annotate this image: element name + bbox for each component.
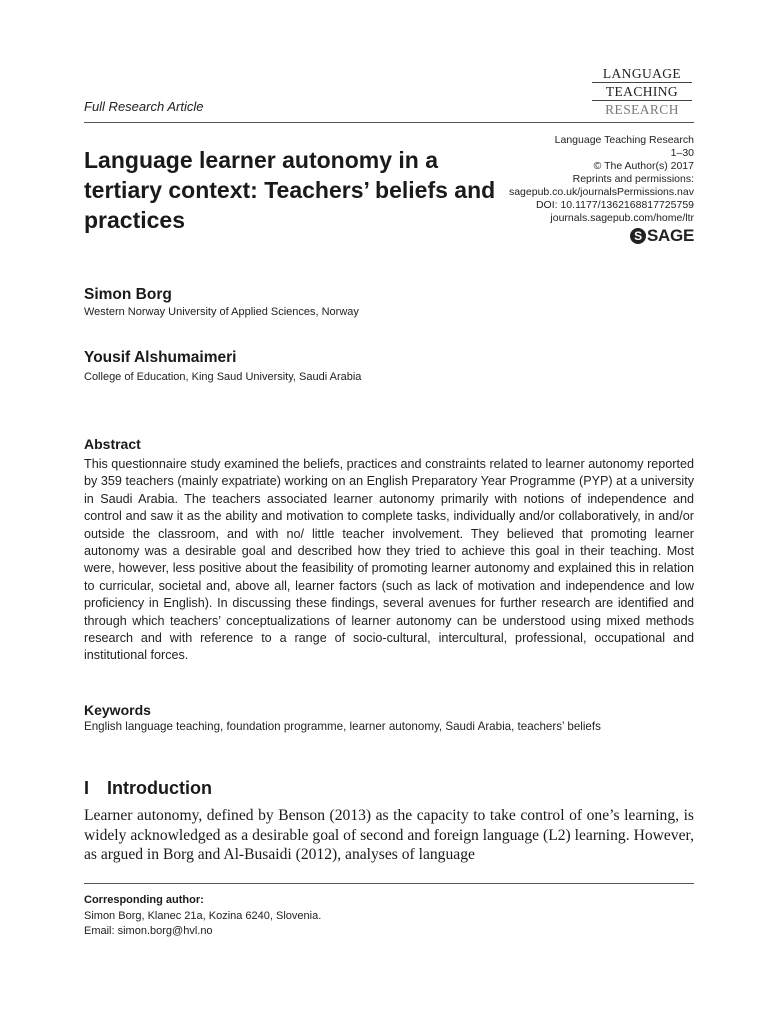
corresponding-email[interactable]: Email: simon.borg@hvl.no — [84, 925, 213, 937]
meta-journal: Language Teaching Research — [554, 134, 694, 146]
meta-pages: 1–30 — [670, 147, 694, 159]
logo-divider — [592, 82, 692, 83]
journal-logo-line2: TEACHING — [605, 84, 679, 99]
journal-logo — [592, 66, 692, 117]
publisher-logo-text: SAGE — [647, 226, 694, 245]
publisher-logo — [630, 226, 694, 246]
corresponding-address: Simon Borg, Klanec 21a, Kozina 6240, Slovenia. — [84, 910, 322, 922]
journal-logo-line3: RESEARCH — [605, 102, 679, 117]
introduction-text: Learner autonomy, defined by Benson (2013) as the capacity to take control of one’s learning, is widely acknowledged as a desirable goal of second and foreign language (L2) learning. However, as argued in Borg and Al-Busaidi (2012), analyses of language — [84, 807, 694, 863]
section-title: Introduction — [107, 778, 212, 798]
author-affiliation: Western Norway University of Applied Sciences, Norway — [84, 306, 359, 318]
logo-divider — [592, 100, 692, 101]
meta-reprints: Reprints and permissions: — [572, 173, 694, 185]
corresponding-heading: Corresponding author: — [84, 894, 204, 906]
meta-reprints-link[interactable]: sagepub.co.uk/journalsPermissions.nav — [508, 186, 694, 198]
publication-meta — [474, 134, 694, 225]
header-divider — [84, 122, 694, 123]
keywords-text: English language teaching, foundation programme, learner autonomy, Saudi Arabia, teachers’ beliefs — [84, 720, 601, 733]
keywords-heading: Keywords — [84, 702, 151, 718]
meta-home-link[interactable]: journals.sagepub.com/home/ltr — [550, 212, 694, 224]
section-number: I — [84, 778, 90, 798]
introduction-heading — [84, 778, 212, 799]
author-affiliation: College of Education, King Saud University, Saudi Arabia — [84, 371, 362, 383]
journal-logo-line1: LANGUAGE — [602, 66, 682, 81]
abstract-text: This questionnaire study examined the beliefs, practices and constraints related to learner autonomy reported by 359 teachers (mainly expatriate) working on an English Preparatory Year Programme (PYP) at a university in Saudi Arabia. The teachers associated learner autonomy primarily with notions of independence and control and saw it as the ability and motivation to complete tasks, individually and/or collaboratively, in and/or outside the classroom, and with no/ little teacher involvement. They believed that promoting learner autonomy was a desirable goal and described how they tried to achieve this goal in their teaching. Most were, however, less positive about the feasibility of promoting learner autonomy and explained this in relation to curricular, societal and, above all, learner factors (such as lack of motivation and independence and low proficiency in English). In discussing these findings, several avenues for further research are identified and through which teachers’ conceptualizations of learner autonomy can be understood using mixed methods research and with reference to a range of socio-cultural, intercultural, professional, occupational and institutional forces. — [84, 457, 694, 663]
meta-copyright: © The Author(s) 2017 — [593, 160, 694, 172]
abstract-heading: Abstract — [84, 436, 141, 452]
author-name: Yousif Alshumaimeri — [84, 349, 237, 366]
article-title: Language learner autonomy in a tertiary context: Teachers’ beliefs and practices — [84, 147, 496, 233]
author-name: Simon Borg — [84, 286, 172, 303]
footnote-divider — [84, 883, 694, 884]
sage-circle-icon: S — [630, 228, 646, 244]
meta-doi[interactable]: DOI: 10.1177/1362168817725759 — [535, 199, 694, 211]
article-type: Full Research Article — [84, 99, 204, 114]
